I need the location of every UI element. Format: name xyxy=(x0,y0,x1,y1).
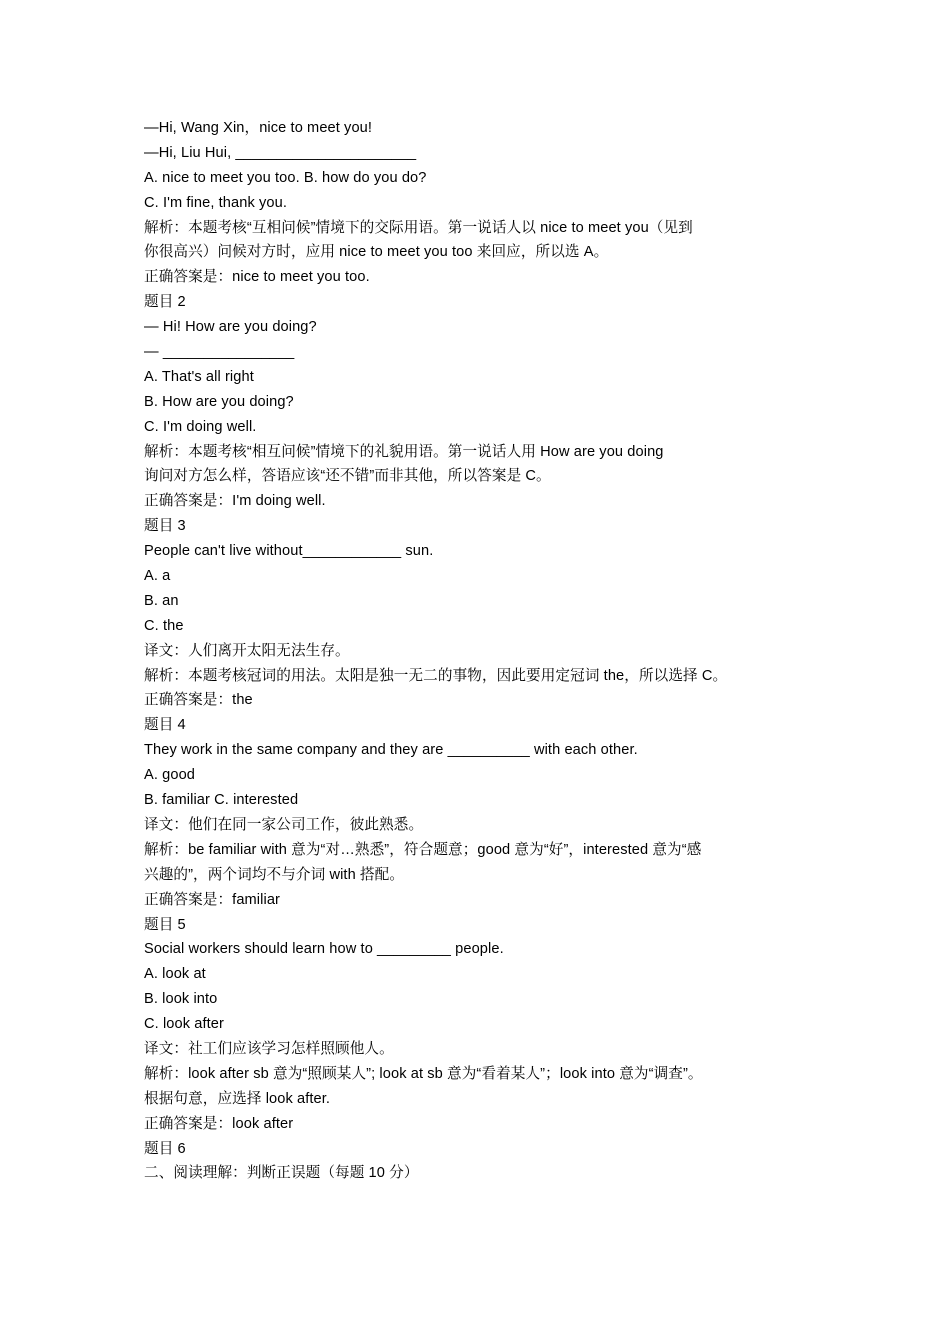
explanation-line: 你很高兴）问候对方时，应用 nice to meet you too 来回应，所以选 A。 xyxy=(144,244,609,261)
question-heading: 题目 5 xyxy=(144,916,186,933)
option-line: C. the xyxy=(144,617,184,634)
answer-line: 正确答案是：look after xyxy=(144,1115,294,1132)
dialogue-line: — Hi! How are you doing? xyxy=(144,319,317,336)
explanation-line: 解析：本题考核“互相问候”情境下的交际用语。第一说话人以 nice to meet you（见到 xyxy=(144,219,693,236)
question-line: Social workers should learn how to _________ people. xyxy=(144,941,504,958)
question-heading: 题目 6 xyxy=(144,1140,186,1157)
explanation-line: 解析：look after sb 意为“照顾某人”; look at sb 意为“看着某人”；look into 意为“调查”。 xyxy=(144,1065,703,1082)
explanation-line: 询问对方怎么样，答语应该“还不错”而非其他，所以答案是 C。 xyxy=(144,468,551,485)
dialogue-line-blank: — ________________ xyxy=(144,344,295,361)
option-line: C. I'm doing well. xyxy=(144,418,257,435)
question-heading: 题目 2 xyxy=(144,294,186,311)
question-heading: 题目 3 xyxy=(144,518,186,535)
explanation-line: 解析：be familiar with 意为“对…熟悉”，符合题意；good 意为“好”，interested 意为“感 xyxy=(144,841,702,858)
answer-line: 正确答案是：I'm doing well. xyxy=(144,493,326,510)
explanation-line: 兴趣的”，两个词均不与介词 with 搭配。 xyxy=(144,866,405,883)
dialogue-line-blank: —Hi, Liu Hui, ______________________ xyxy=(144,144,417,161)
explanation-line: 根据句意，应选择 look after. xyxy=(144,1090,331,1107)
translation-line: 译文：他们在同一家公司工作，彼此熟悉。 xyxy=(144,816,424,833)
translation-line: 译文：人们离开太阳无法生存。 xyxy=(144,642,350,659)
question-line: They work in the same company and they are __________ with each other. xyxy=(144,742,638,759)
option-line: B. How are you doing? xyxy=(144,393,294,410)
option-line: A. nice to meet you too. B. how do you do? xyxy=(144,169,427,186)
question-line: People can't live without____________ sun. xyxy=(144,543,434,560)
option-line: C. look after xyxy=(144,1016,224,1033)
option-line: C. I'm fine, thank you. xyxy=(144,194,287,211)
option-line: B. look into xyxy=(144,991,218,1008)
answer-line: 正确答案是：familiar xyxy=(144,891,280,908)
option-line: A. good xyxy=(144,767,196,784)
document-body xyxy=(144,116,810,1186)
explanation-line: 解析：本题考核冠词的用法。太阳是独一无二的事物，因此要用定冠词 the，所以选择 C。 xyxy=(144,667,728,684)
option-line: B. familiar C. interested xyxy=(144,792,299,809)
answer-line: 正确答案是：nice to meet you too. xyxy=(144,269,370,286)
option-line: B. an xyxy=(144,592,179,609)
question-heading: 题目 4 xyxy=(144,717,186,734)
section-heading: 二、阅读理解：判断正误题（每题 10 分） xyxy=(144,1165,419,1182)
option-line: A. a xyxy=(144,568,171,585)
answer-line: 正确答案是：the xyxy=(144,692,253,709)
option-line: A. look at xyxy=(144,966,206,983)
option-line: A. That's all right xyxy=(144,368,254,385)
explanation-line: 解析：本题考核“相互问候”情境下的礼貌用语。第一说话人用 How are you doing xyxy=(144,443,664,460)
translation-line: 译文：社工们应该学习怎样照顾他人。 xyxy=(144,1040,394,1057)
dialogue-line-greeting: —Hi, Wang Xin，nice to meet you! xyxy=(144,120,373,136)
